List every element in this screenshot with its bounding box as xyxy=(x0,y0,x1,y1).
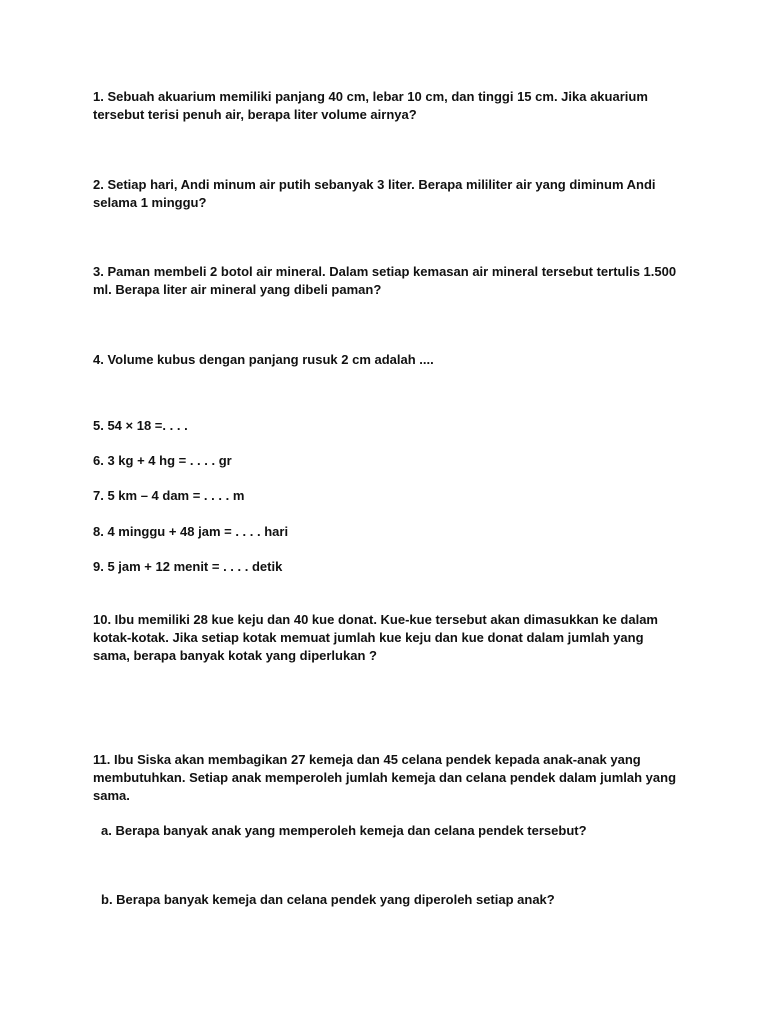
question-3: 3. Paman membeli 2 botol air mineral. Dalam setiap kemasan air mineral tersebut tertulis 1.500 ml. Berapa liter air mineral yang dibeli paman? xyxy=(93,264,677,297)
question-11a: a. Berapa banyak anak yang memperoleh kemeja dan celana pendek tersebut? xyxy=(101,823,587,838)
question-2: 2. Setiap hari, Andi minum air putih sebanyak 3 liter. Berapa mililiter air yang diminum Andi selama 1 minggu? xyxy=(93,177,656,210)
question-8: 8. 4 minggu + 48 jam = . . . . hari xyxy=(93,524,289,539)
question-7: 7. 5 km – 4 dam = . . . . m xyxy=(93,488,245,503)
question-5: 5. 54 × 18 =. . . . xyxy=(93,418,188,433)
question-11b: b. Berapa banyak kemeja dan celana pendek yang diperoleh setiap anak? xyxy=(101,892,555,907)
question-6: 6. 3 kg + 4 hg = . . . . gr xyxy=(93,453,232,468)
question-4: 4. Volume kubus dengan panjang rusuk 2 cm adalah .... xyxy=(93,352,434,367)
question-10: 10. Ibu memiliki 28 kue keju dan 40 kue donat. Kue-kue tersebut akan dimasukkan ke dalam kotak-kotak. Jika setiap kotak memuat jumlah kue keju dan kue donat dalam jumlah yang sama, berapa banyak kotak yang diperlukan ? xyxy=(93,612,658,663)
question-9: 9. 5 jam + 12 menit = . . . . detik xyxy=(93,559,283,574)
question-1: 1. Sebuah akuarium memiliki panjang 40 cm, lebar 10 cm, dan tinggi 15 cm. Jika akuarium tersebut terisi penuh air, berapa liter volume airnya? xyxy=(93,89,648,122)
question-11: 11. Ibu Siska akan membagikan 27 kemeja dan 45 celana pendek kepada anak-anak yang membutuhkan. Setiap anak memperoleh jumlah kemeja dan celana pendek dalam jumlah yang sama. xyxy=(93,752,677,803)
